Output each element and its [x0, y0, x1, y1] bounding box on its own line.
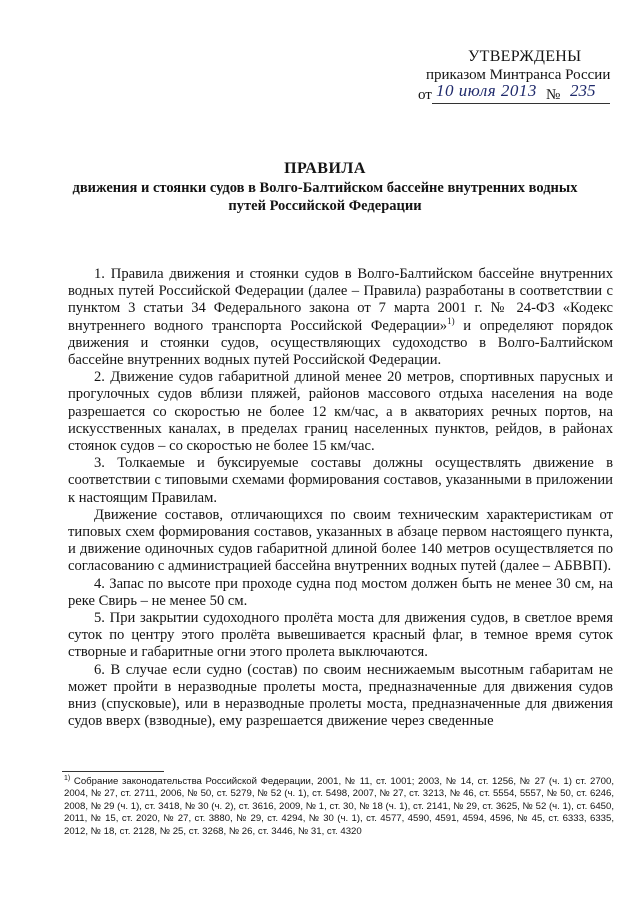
- paragraph: [68, 266, 613, 369]
- document-body: [68, 266, 613, 730]
- document-title: [60, 159, 590, 215]
- paragraph: 4. Запас по высоте при проходе судна под мостом должен быть не менее 30 см, на реке Свирь – не менее 50 см.: [68, 575, 613, 609]
- title-subtitle: движения и стоянки судов в Волго-Балтийском бассейне внутренних водных путей Российской Федерации: [72, 180, 578, 214]
- footnote-text: Собрание законодательства Российской Федерации, 2001, № 11, ст. 1001; 2003, № 14, ст. 1256, № 27 (ч. 1) ст. 2700, 2004, № 27, ст. 2711, 2006, № 50, ст. 5279, № 52 (ч. 1), ст. 5498, 2007, № 27, ст. 3213, № 46, ст. 5554, 5557, № 50, ст. 6246, 2008, № 29 (ч. 1), ст. 3418, № 30 (ч. 2), ст. 3616, 2009, № 1, ст. 30, № 18 (ч. 1), ст. 2141, № 29, ст. 3625, № 52 (ч. 1), ст. 6450, 2011, № 15, ст. 2020, № 27, ст. 3880, № 29, ст. 4294, № 30 (ч. 1), ст. 4577, 4590, 4591, 4594, 4596, № 45, ст. 6333, 6335, 2012, № 18, ст. 2128, № 25, ст. 3268, № 26, ст. 3446, № 31, ст. 4320: [64, 776, 615, 837]
- number-prefix: №: [546, 87, 561, 103]
- handwritten-date: 10 июля 2013: [436, 81, 537, 100]
- paragraph-text: и определяют порядок движения и стоянки судов, осуществляющих судоходство в Волго-Балтийском бассейне внутренних водных путей Российской Федерации.: [68, 317, 614, 369]
- paragraph: 2. Движение судов габаритной длиной менее 20 метров, спортивных парусных и прогулочных судов вблизи пляжей, районов массового отдыха населения на воде разрешается со скоростью не более 12 км/час, а в акваториях речных портов, на искусственных каналах, в пределах границ населенных пунктов, рейдов, в районах стоянок судов – со скоростью не более 15 км/час.: [68, 369, 613, 455]
- approved-label: УТВЕРЖДЕНЫ: [468, 48, 582, 65]
- approval-stamp: [418, 48, 618, 106]
- footnote-divider: [62, 771, 164, 772]
- paragraph: Движение составов, отличающихся по своим техническим характеристикам от типовых схем формирования составов, указанных в абзаце первом настоящего пункта, и движение одиночных судов габаритной длиной более 140 метров осуществляется по согласованию с администрацией бассейна внутренних водных путей (далее – АБВВП).: [68, 506, 613, 575]
- paragraph: 3. Толкаемые и буксируемые составы должны осуществлять движение в соответствии с типовыми схемами формирования составов, указанными в приложении к настоящим Правилам.: [68, 455, 613, 506]
- signature-underline: [432, 103, 610, 104]
- footnote-ref: 1): [447, 315, 455, 326]
- handwritten-number: 235: [570, 81, 596, 100]
- order-label: приказом Минтранса России: [426, 67, 611, 83]
- title-main: ПРАВИЛА: [284, 160, 366, 177]
- footnote-mark: 1): [64, 774, 71, 782]
- footnote: [64, 776, 614, 838]
- paragraph: 5. При закрытии судоходного пролёта моста для движения судов, в светлое время суток по центру этого пролёта вывешивается красный флаг, в темное время суток створные и габаритные огни этого пролета выключаются.: [68, 610, 613, 661]
- from-prefix: от: [418, 87, 432, 103]
- paragraph-text: 1. Правила движения и стоянки судов в Волго-Балтийском бассейне внутренних водных путей Российской Федерации (далее – Правила) разработаны в соответствии с пунктом 3 статьи 34 Федерального закона от 7 марта 2001 г. № 24-ФЗ «Кодекс внутреннего водного транспорта Российской Федерации»: [68, 266, 613, 334]
- paragraph: 6. В случае если судно (состав) по своим неснижаемым высотным габаритам не может пройти в неразводные пролеты моста, предназначенные для движения судов вниз (спусковые), или в неразводные пролеты моста, предназначенные для движения судов вверх (взводные), ему разрешается движение через сведенные: [68, 661, 613, 730]
- date-number-line: [418, 81, 618, 106]
